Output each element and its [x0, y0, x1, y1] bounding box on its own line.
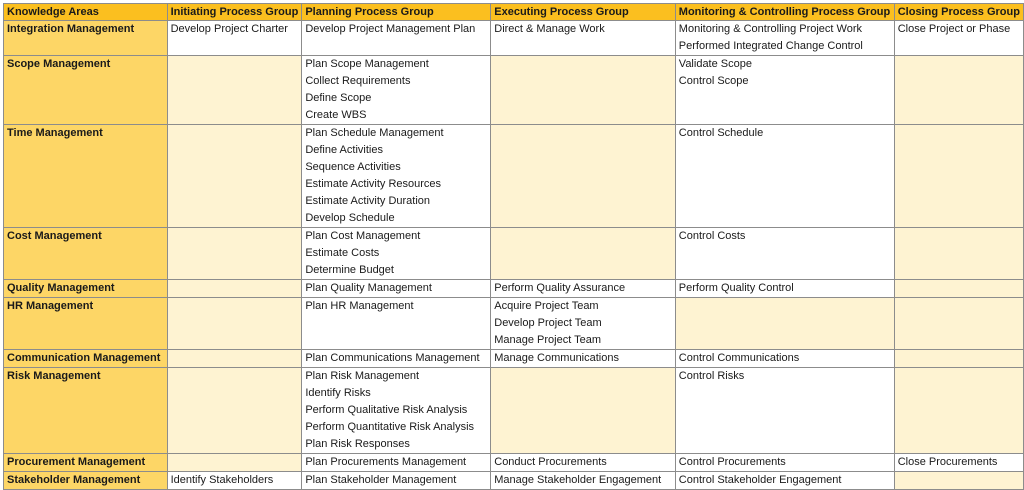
process-item: Manage Project Team — [494, 334, 602, 346]
process-item: Create WBS — [305, 109, 367, 121]
planning-cell — [302, 298, 491, 350]
process-item: Collect Requirements — [305, 75, 411, 87]
closing-cell — [894, 125, 1023, 228]
process-item: Control Schedule — [678, 127, 764, 139]
header-initiating: Initiating Process Group — [167, 4, 302, 21]
initiating-cell — [167, 472, 302, 490]
process-item: Perform Qualitative Risk Analysis — [305, 404, 468, 416]
process-item: Plan Risk Management — [305, 370, 420, 382]
knowledge-area-cell — [4, 298, 168, 350]
monitoring-controlling-cell — [675, 350, 894, 368]
process-item: Develop Project Management Plan — [305, 23, 476, 35]
planning-cell — [302, 125, 491, 228]
closing-cell — [894, 454, 1023, 472]
process-item: Develop Schedule — [305, 212, 395, 224]
planning-cell — [302, 350, 491, 368]
process-item: Control Stakeholder Engagement — [678, 474, 842, 486]
closing-cell — [894, 21, 1023, 56]
closing-cell — [894, 56, 1023, 125]
table-row — [4, 21, 1024, 56]
initiating-cell — [167, 228, 302, 280]
process-item: Plan HR Management — [305, 300, 414, 312]
table-row — [4, 298, 1024, 350]
process-groups-table — [3, 3, 1024, 490]
initiating-cell — [167, 454, 302, 472]
knowledge-area-cell — [4, 472, 168, 490]
monitoring-controlling-cell — [675, 125, 894, 228]
executing-cell — [491, 228, 676, 280]
header-executing: Executing Process Group — [491, 4, 676, 21]
executing-cell — [491, 56, 676, 125]
closing-cell — [894, 472, 1023, 490]
header-closing: Closing Process Group — [894, 4, 1023, 21]
process-item: Manage Communications — [494, 352, 619, 364]
monitoring-controlling-cell — [675, 56, 894, 125]
initiating-cell — [167, 56, 302, 125]
planning-cell — [302, 21, 491, 56]
monitoring-controlling-cell — [675, 472, 894, 490]
process-item: Perform Quality Control — [678, 282, 794, 294]
knowledge-area-label: Integration Management — [7, 23, 135, 35]
table-row — [4, 56, 1024, 125]
header-row — [4, 4, 1024, 21]
initiating-cell — [167, 280, 302, 298]
process-item: Perform Quality Assurance — [494, 282, 626, 294]
knowledge-area-label: Scope Management — [7, 58, 111, 70]
process-item: Performed Integrated Change Control — [678, 40, 863, 52]
process-item: Control Scope — [678, 75, 749, 87]
executing-cell — [491, 472, 676, 490]
executing-cell — [491, 368, 676, 454]
knowledge-area-label: Risk Management — [7, 370, 101, 382]
process-item: Determine Budget — [305, 264, 394, 276]
initiating-cell — [167, 125, 302, 228]
knowledge-area-label: Procurement Management — [7, 456, 146, 468]
knowledge-area-label: HR Management — [7, 300, 94, 312]
monitoring-controlling-cell — [675, 280, 894, 298]
process-item: Estimate Activity Resources — [305, 178, 442, 190]
knowledge-area-label: Cost Management — [7, 230, 102, 242]
process-item: Direct & Manage Work — [494, 23, 605, 35]
process-item: Acquire Project Team — [494, 300, 599, 312]
table-row — [4, 472, 1024, 490]
process-item: Plan Risk Responses — [305, 438, 410, 450]
closing-cell — [894, 228, 1023, 280]
table-row — [4, 280, 1024, 298]
initiating-cell — [167, 368, 302, 454]
initiating-cell — [167, 21, 302, 56]
closing-cell — [894, 350, 1023, 368]
knowledge-area-cell — [4, 228, 168, 280]
knowledge-area-cell — [4, 350, 168, 368]
process-item: Estimate Costs — [305, 247, 380, 259]
process-item: Manage Stakeholder Engagement — [494, 474, 662, 486]
knowledge-area-label: Stakeholder Management — [7, 474, 141, 486]
process-item: Sequence Activities — [305, 161, 401, 173]
process-item: Monitoring & Controlling Project Work — [678, 23, 862, 35]
planning-cell — [302, 56, 491, 125]
process-item: Control Risks — [678, 370, 745, 382]
knowledge-area-label: Quality Management — [7, 282, 115, 294]
planning-cell — [302, 228, 491, 280]
executing-cell — [491, 125, 676, 228]
process-item: Plan Schedule Management — [305, 127, 444, 139]
process-item: Control Procurements — [678, 456, 786, 468]
process-item: Control Costs — [678, 230, 746, 242]
planning-cell — [302, 472, 491, 490]
header-monitoring-controlling: Monitoring & Controlling Process Group — [675, 4, 894, 21]
table-row — [4, 125, 1024, 228]
table-row — [4, 368, 1024, 454]
process-item: Define Scope — [305, 92, 372, 104]
knowledge-area-cell — [4, 454, 168, 472]
header-planning: Planning Process Group — [302, 4, 491, 21]
process-item: Estimate Activity Duration — [305, 195, 431, 207]
knowledge-area-label: Time Management — [7, 127, 103, 139]
executing-cell — [491, 454, 676, 472]
monitoring-controlling-cell — [675, 298, 894, 350]
knowledge-area-label: Communication Management — [7, 352, 161, 364]
process-item: Plan Quality Management — [305, 282, 432, 294]
process-item: Close Project or Phase — [897, 23, 1011, 35]
table-row — [4, 350, 1024, 368]
planning-cell — [302, 454, 491, 472]
process-item: Develop Project Charter — [170, 23, 288, 35]
planning-cell — [302, 280, 491, 298]
initiating-cell — [167, 350, 302, 368]
table-row — [4, 454, 1024, 472]
process-item: Close Procurements — [897, 456, 998, 468]
knowledge-area-cell — [4, 125, 168, 228]
knowledge-area-cell — [4, 280, 168, 298]
process-item: Plan Communications Management — [305, 352, 480, 364]
process-item: Plan Procurements Management — [305, 456, 467, 468]
monitoring-controlling-cell — [675, 228, 894, 280]
closing-cell — [894, 298, 1023, 350]
table-row — [4, 228, 1024, 280]
process-item: Plan Stakeholder Management — [305, 474, 457, 486]
process-item: Control Communications — [678, 352, 800, 364]
process-item: Perform Quantitative Risk Analysis — [305, 421, 475, 433]
monitoring-controlling-cell — [675, 21, 894, 56]
knowledge-area-cell — [4, 368, 168, 454]
planning-cell — [302, 368, 491, 454]
executing-cell — [491, 21, 676, 56]
header-knowledge-areas: Knowledge Areas — [4, 4, 168, 21]
knowledge-area-cell — [4, 56, 168, 125]
monitoring-controlling-cell — [675, 454, 894, 472]
process-item: Plan Scope Management — [305, 58, 429, 70]
executing-cell — [491, 280, 676, 298]
process-item: Identify Risks — [305, 387, 371, 399]
process-item: Identify Stakeholders — [170, 474, 274, 486]
executing-cell — [491, 350, 676, 368]
monitoring-controlling-cell — [675, 368, 894, 454]
executing-cell — [491, 298, 676, 350]
closing-cell — [894, 368, 1023, 454]
process-item: Develop Project Team — [494, 317, 602, 329]
process-item: Conduct Procurements — [494, 456, 607, 468]
process-item: Validate Scope — [678, 58, 752, 70]
process-item: Plan Cost Management — [305, 230, 421, 242]
initiating-cell — [167, 298, 302, 350]
process-item: Define Activities — [305, 144, 383, 156]
closing-cell — [894, 280, 1023, 298]
knowledge-area-cell — [4, 21, 168, 56]
